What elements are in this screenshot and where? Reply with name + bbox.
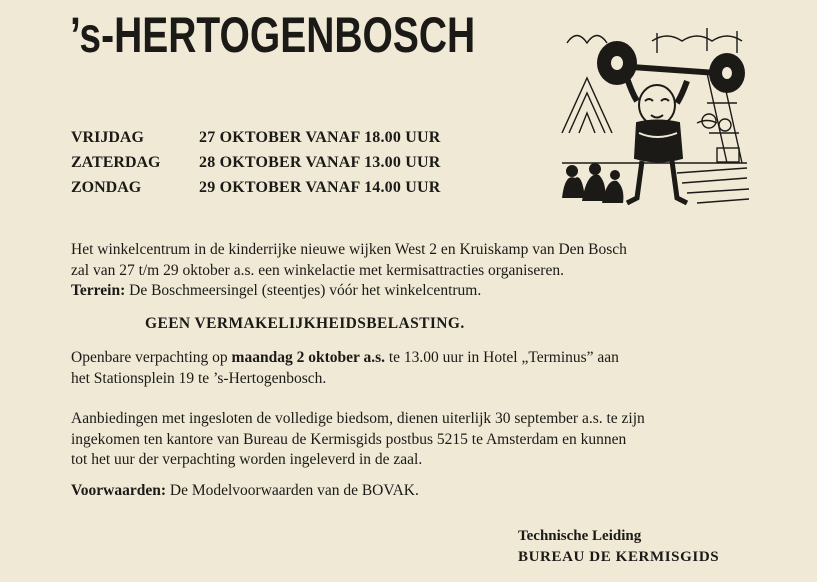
auction-date: maandag 2 oktober a.s. xyxy=(231,349,385,366)
intro-line: Het winkelcentrum in de kinderrijke nieuwe wijken West 2 en Kruiskamp van Den Bosch xyxy=(71,241,627,258)
schedule-day: ZONDAG xyxy=(71,179,142,196)
bids-paragraph xyxy=(71,409,645,471)
page-title: ’s-HERTOGENBOSCH xyxy=(70,7,476,63)
schedule-list xyxy=(71,128,441,203)
conditions-label: Voorwaarden: xyxy=(71,482,167,499)
conditions-text: De Modelvoorwaarden van de BOVAK. xyxy=(166,482,419,499)
schedule-date: 29 OKTOBER VANAF 14.00 UUR xyxy=(199,179,441,196)
signature xyxy=(518,526,719,568)
intro-paragraph xyxy=(71,240,627,302)
auction-paragraph xyxy=(71,348,619,389)
bids-line: tot het uur der verpachting worden ingeleverd in de zaal. xyxy=(71,451,423,469)
auction-post: te 13.00 uur in Hotel „Terminus” aan xyxy=(385,349,619,366)
schedule-row xyxy=(71,128,441,153)
intro-line: zal van 27 t/m 29 oktober a.s. een winkelactie met kermisattracties organiseren. xyxy=(71,261,564,279)
terrain-text: De Boschmeersingel (steentjes) vóór het winkelcentrum. xyxy=(125,282,482,300)
signature-line: Technische Leiding xyxy=(518,528,642,544)
conditions-paragraph xyxy=(71,481,419,502)
signature-org: BUREAU DE KERMISGIDS xyxy=(518,549,720,565)
auction-pre: Openbare verpachting op xyxy=(71,349,232,366)
schedule-row xyxy=(71,178,441,203)
schedule-day: ZATERDAG xyxy=(71,154,161,171)
auction-line: het Stationsplein 19 te ’s-Hertogenbosch. xyxy=(71,369,327,387)
schedule-row xyxy=(71,153,441,178)
schedule-date: 28 OKTOBER VANAF 13.00 UUR xyxy=(199,154,441,171)
tax-notice: GEEN VERMAKELIJKHEIDSBELASTING. xyxy=(145,315,465,332)
bids-line: ingekomen ten kantore van Bureau de Kermisgids postbus 5215 te Amsterdam en kunnen xyxy=(71,430,627,448)
terrain-label: Terrein: xyxy=(71,282,126,300)
schedule-day: VRIJDAG xyxy=(71,129,144,146)
weightlifter-icon xyxy=(557,23,751,211)
schedule-date: 27 OKTOBER VANAF 18.00 UUR xyxy=(199,129,441,146)
bids-line: Aanbiedingen met ingesloten de volledige biedsom, dienen uiterlijk 30 september a.s. te zijn xyxy=(71,410,645,427)
